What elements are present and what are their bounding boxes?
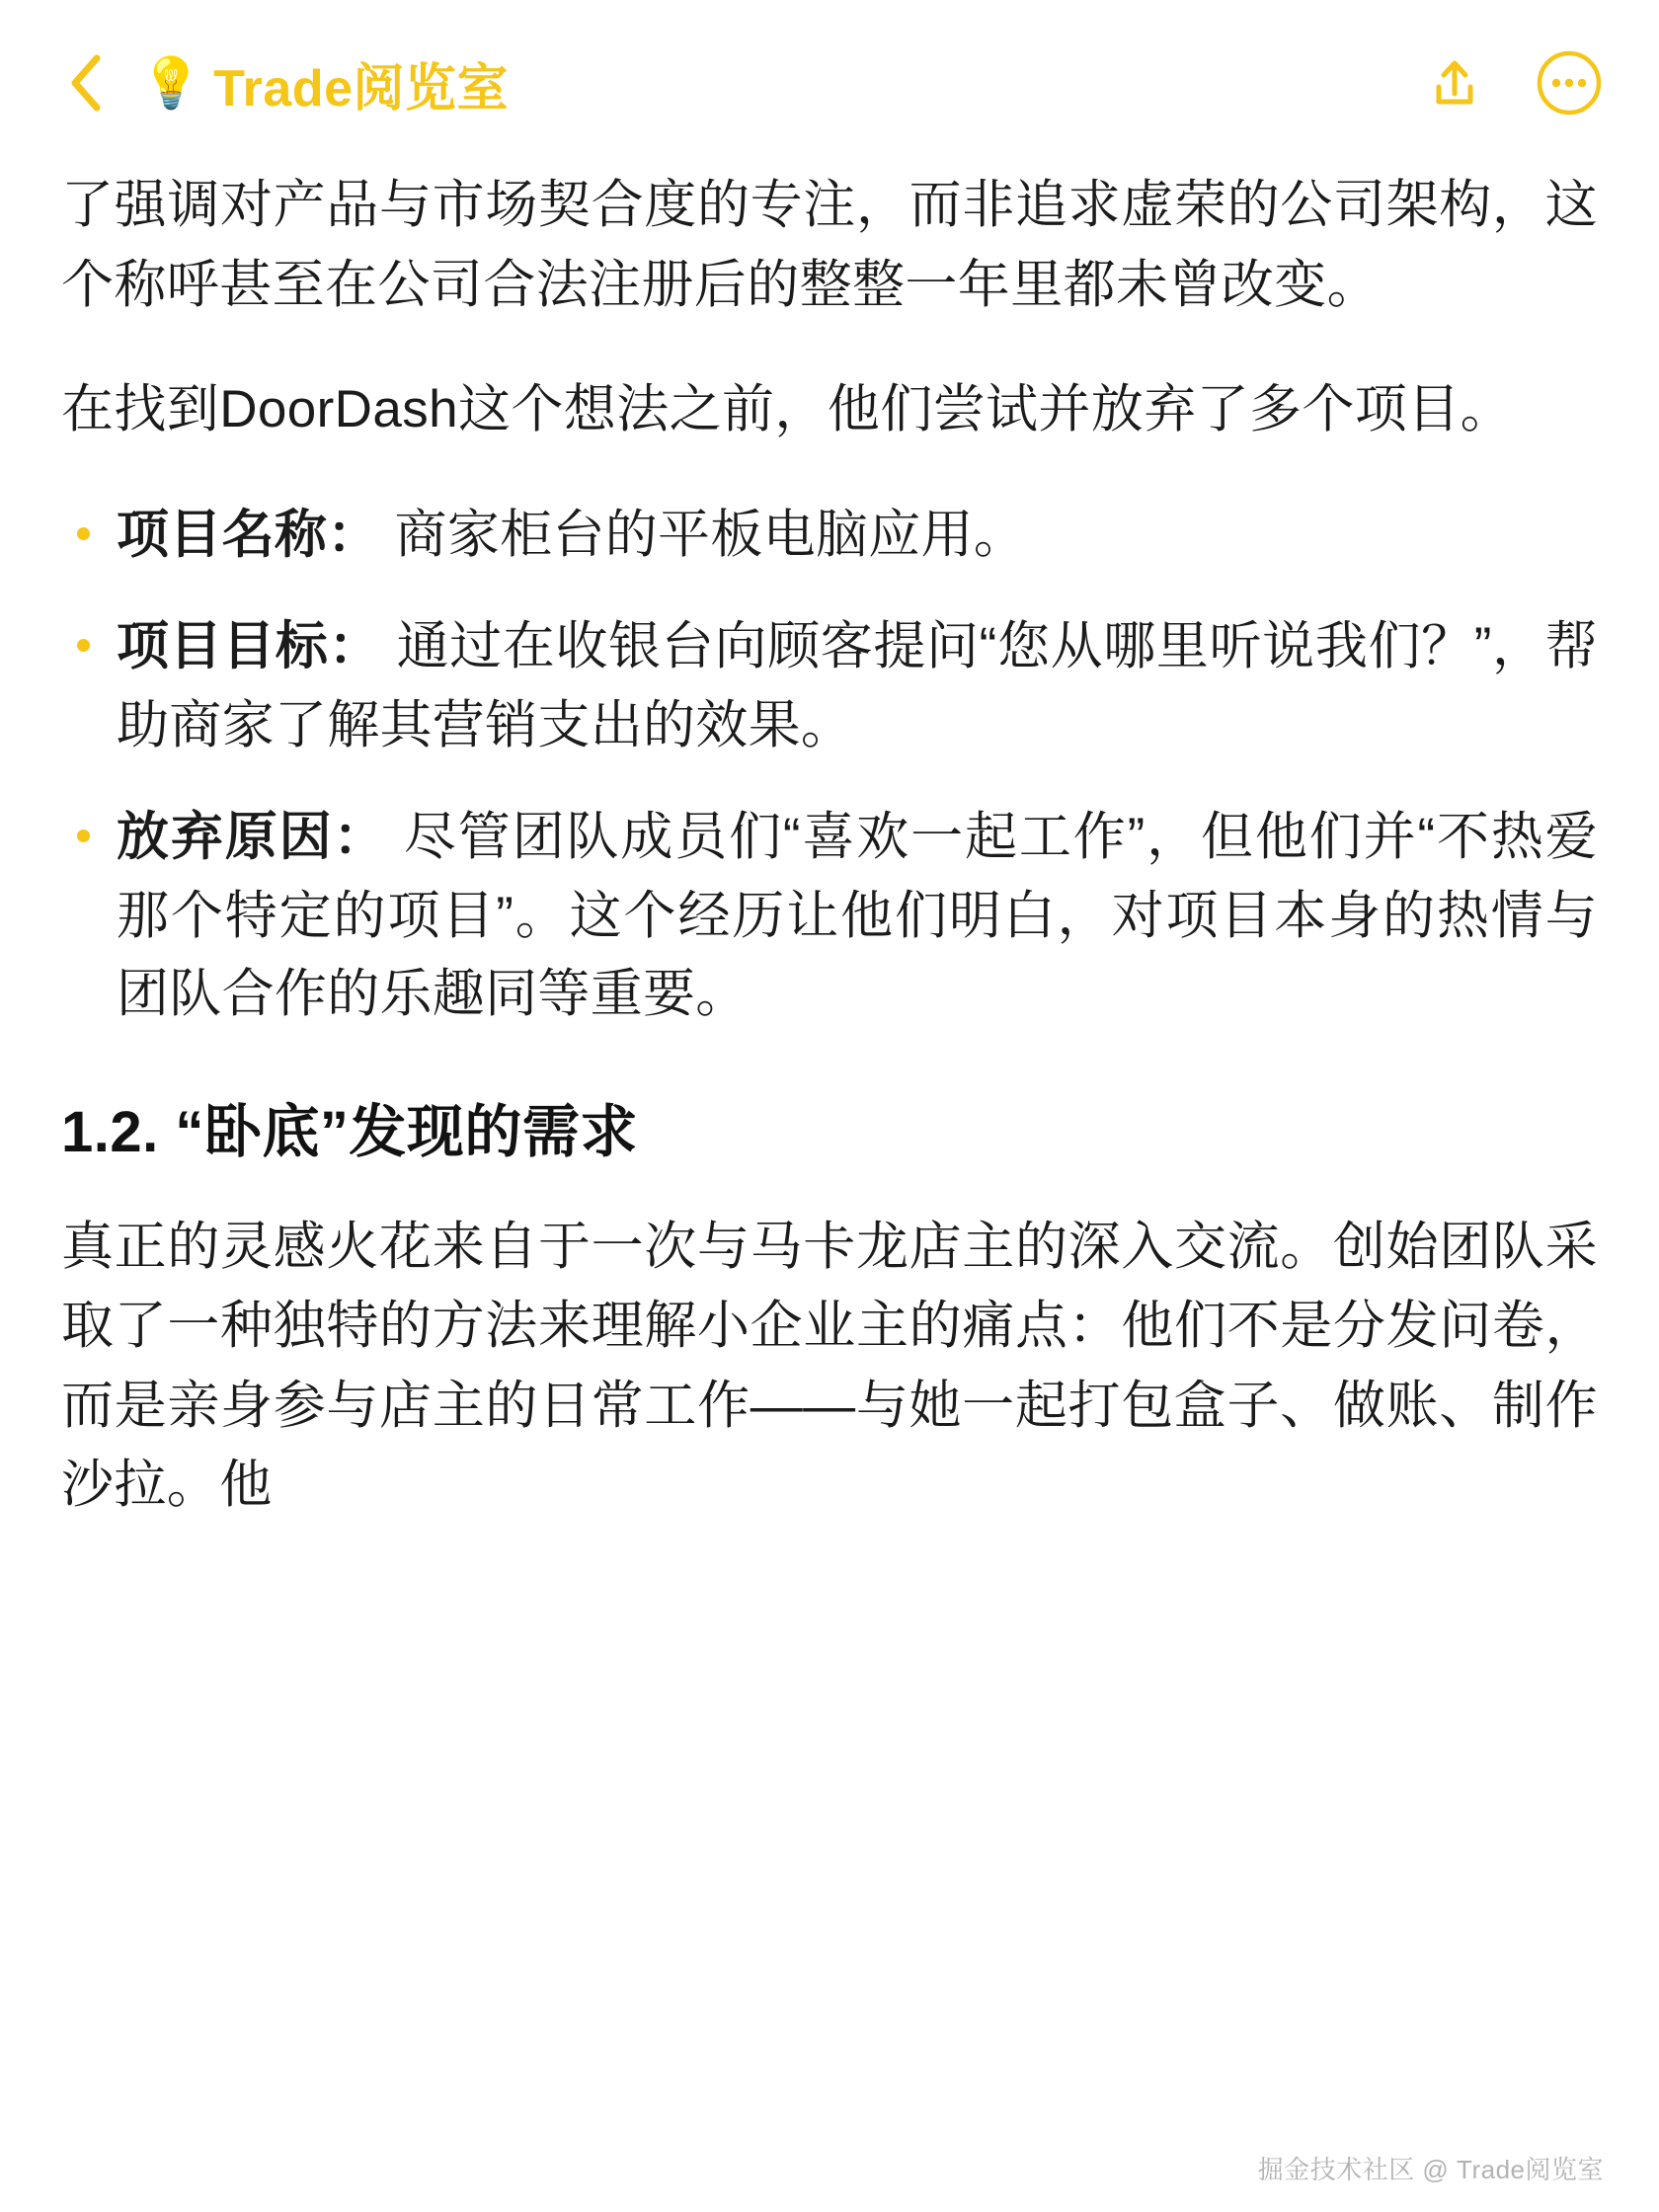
list-item [61, 496, 1598, 575]
list-item [61, 607, 1598, 764]
top-bar [0, 0, 1659, 166]
list-item [61, 798, 1598, 1034]
section-heading: 1.2. “卧底”发现的需求 [61, 1099, 638, 1164]
list-item-label: 放弃原因： [117, 808, 388, 867]
watermark: 掘金技术社区 @ Trade阅览室 [1257, 2155, 1604, 2184]
list-item-text: 尽管团队成员们“喜欢一起工作”，但他们并“不热爱那个特定的项目”。这个经历让他们明白，对项目本身的热情与团队合作的乐趣同等重要。 [117, 808, 1598, 1024]
list-item-text: 商家柜台的平板电脑应用。 [379, 505, 1027, 564]
page-title: Trade阅览室 [213, 59, 510, 118]
paragraph: 了强调对产品与市场契合度的专注，而非追求虚荣的公司架构，这个称呼甚至在公司合法注册后的整整一年里都未曾改变。 [61, 176, 1598, 314]
top-actions [1418, 46, 1606, 119]
lightbulb-icon: 💡 [140, 55, 202, 111]
share-icon[interactable] [1418, 46, 1491, 119]
article-body [0, 166, 1659, 1526]
list-item-label: 项目目标： [117, 617, 382, 676]
paragraph: 真正的灵感火花来自于一次与马卡龙店主的深入交流。创始团队采取了一种独特的方法来理解小企业主的痛点：他们不是分发问卷，而是亲身参与店主的日常工作——与她一起打包盒子、做账、制作沙拉。他 [61, 1217, 1598, 1515]
back-icon[interactable] [59, 46, 111, 119]
bullet-list [61, 496, 1598, 1034]
paragraph: 在找到DoorDash这个想法之前，他们尝试并放弃了多个项目。 [61, 380, 1514, 439]
title-group [140, 46, 1418, 120]
list-item-text: 通过在收银台向顾客提问“您从哪里听说我们？”，帮助商家了解其营销支出的效果。 [117, 617, 1598, 754]
more-horizontal-icon[interactable] [1533, 46, 1606, 119]
list-item-label: 项目名称： [117, 505, 380, 564]
